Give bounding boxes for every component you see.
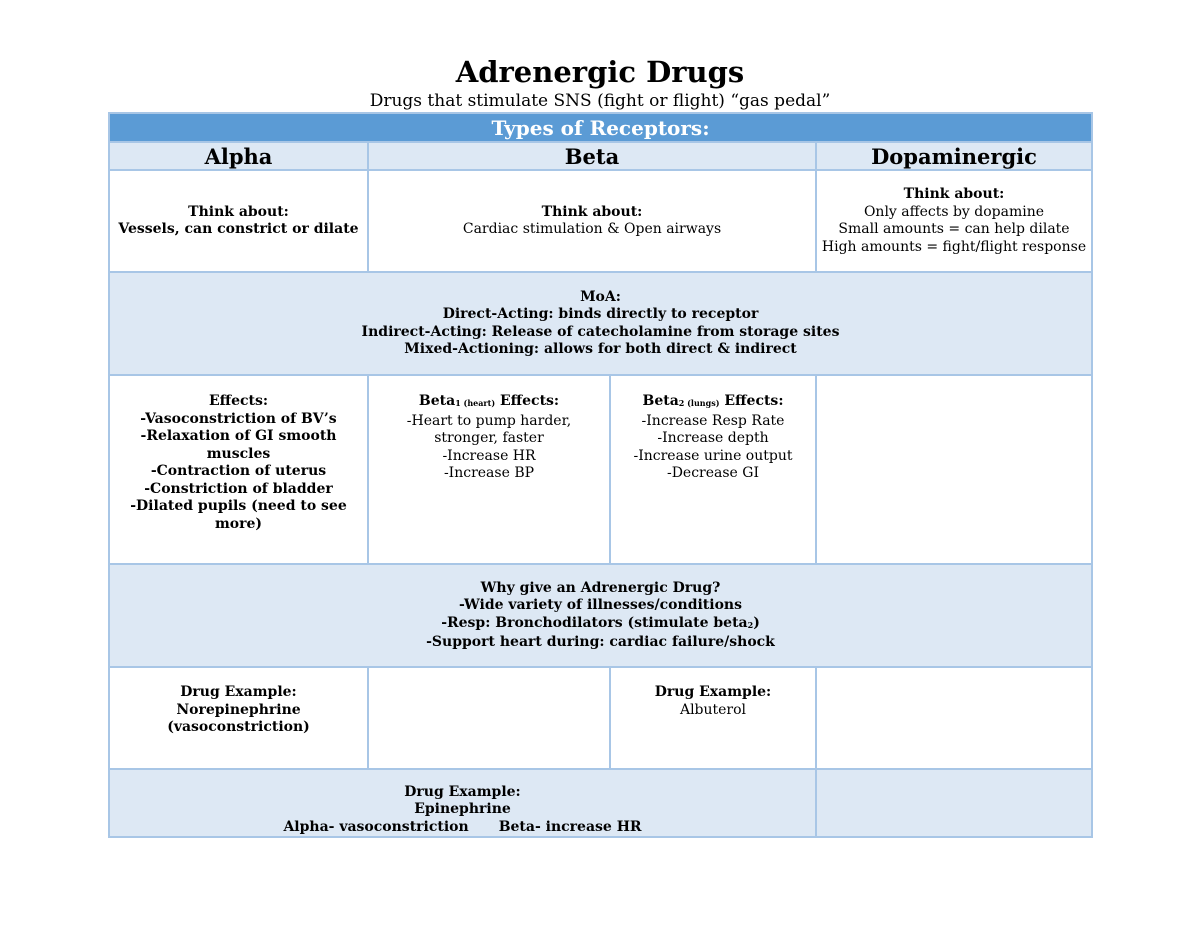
moa-line: Direct-Acting: binds directly to receptor xyxy=(442,306,759,322)
alpha-example-note: (vasoconstriction) xyxy=(167,719,310,735)
alpha-effect-item: -Dilated pupils (need to see more) xyxy=(130,498,347,532)
epinephrine-row xyxy=(109,769,1092,837)
why-row xyxy=(109,564,1092,667)
why-line: -Resp: Bronchodilators (stimulate beta2) xyxy=(441,614,760,631)
beta-header: Beta xyxy=(368,142,816,170)
page-title: Adrenergic Drugs xyxy=(455,55,745,89)
beta2-effects-cell xyxy=(610,375,816,564)
beta-think-cell xyxy=(368,170,816,272)
dopaminergic-think-line: High amounts = fight/flight response xyxy=(821,238,1087,255)
beta1-effect-item: -Increase HR xyxy=(442,447,536,464)
dopaminergic-think-line: Small amounts = can help dilate xyxy=(838,221,1070,237)
alpha-think-text: Vessels, can constrict or dilate xyxy=(118,221,359,237)
moa-line: Indirect-Acting: Release of catecholamine from storage sites xyxy=(361,323,840,340)
beta2-example-drug: Albuterol xyxy=(679,701,747,718)
beta1-effects-cell xyxy=(368,375,610,564)
alpha-think-heading: Think about: xyxy=(188,203,289,220)
alpha-header: Alpha xyxy=(109,142,368,170)
think-about-row xyxy=(109,170,1092,272)
moa-row xyxy=(109,272,1092,375)
beta2-example-cell xyxy=(610,667,816,769)
page-subtitle: Drugs that stimulate SNS (fight or flight) “gas pedal” xyxy=(369,91,831,111)
dopaminergic-effects-cell xyxy=(816,375,1092,564)
why-line: -Support heart during: cardiac failure/shock xyxy=(426,634,775,650)
beta2-effect-item: -Increase depth xyxy=(657,430,769,446)
beta-think-text: Cardiac stimulation & Open airways xyxy=(462,221,722,237)
beta1-example-cell xyxy=(368,667,610,769)
why-cell xyxy=(109,564,1092,667)
epinephrine-heading: Drug Example: xyxy=(404,783,521,800)
beta1-effect-item: -Heart to pump harder, stronger, faster xyxy=(406,412,572,446)
moa-cell xyxy=(109,272,1092,375)
why-heading: Why give an Adrenergic Drug? xyxy=(480,579,721,596)
epinephrine-drug: Epinephrine xyxy=(414,801,511,817)
receptor-table xyxy=(108,112,1093,838)
beta1-effects-heading: Beta1 (heart) Effects: xyxy=(418,393,560,409)
moa-line: Mixed-Actioning: allows for both direct & indirect xyxy=(404,341,797,357)
beta-think-heading: Think about: xyxy=(541,203,643,220)
beta1-effect-item: -Increase BP xyxy=(443,465,535,481)
dopaminergic-header: Dopaminergic xyxy=(816,142,1092,170)
epinephrine-beta-note: Beta- increase HR xyxy=(498,818,642,835)
moa-heading: MoA: xyxy=(580,288,621,305)
alpha-effects-cell xyxy=(109,375,368,564)
alpha-effect-item: -Contraction of uterus xyxy=(150,463,327,479)
beta2-effect-item: -Decrease GI xyxy=(666,465,760,481)
dopaminergic-example-cell xyxy=(816,667,1092,769)
alpha-example-heading: Drug Example: xyxy=(180,684,297,700)
epinephrine-cell xyxy=(109,769,816,837)
dopaminergic-think-line: Only affects by dopamine xyxy=(863,203,1045,220)
epinephrine-notes xyxy=(114,819,811,837)
alpha-effect-item: -Relaxation of GI smooth muscles xyxy=(140,428,337,462)
alpha-example-drug: Norepinephrine xyxy=(176,701,301,718)
effects-row xyxy=(109,375,1092,564)
beta2-effect-item: -Increase Resp Rate xyxy=(641,412,785,429)
dopaminergic-think-cell xyxy=(816,170,1092,272)
banner-row xyxy=(109,113,1092,142)
epinephrine-alpha-note: Alpha- vasoconstriction xyxy=(283,818,469,835)
types-of-receptors-banner: Types of Receptors: xyxy=(109,113,1092,142)
drug-example-row xyxy=(109,667,1092,769)
why-line: -Wide variety of illnesses/conditions xyxy=(459,597,742,613)
header-row xyxy=(109,142,1092,170)
dopaminergic-epinephrine-cell xyxy=(816,769,1092,837)
beta2-example-heading: Drug Example: xyxy=(654,684,772,700)
beta2-effect-item: -Increase urine output xyxy=(633,447,793,464)
beta2-effects-heading: Beta2 (lungs) Effects: xyxy=(642,393,784,409)
alpha-effect-item: -Constriction of bladder xyxy=(144,480,333,497)
alpha-think-cell xyxy=(109,170,368,272)
alpha-example-cell xyxy=(109,667,368,769)
alpha-effects-heading: Effects: xyxy=(208,393,269,409)
alpha-effect-item: -Vasoconstriction of BV’s xyxy=(140,410,337,427)
dopaminergic-think-heading: Think about: xyxy=(903,186,1005,202)
